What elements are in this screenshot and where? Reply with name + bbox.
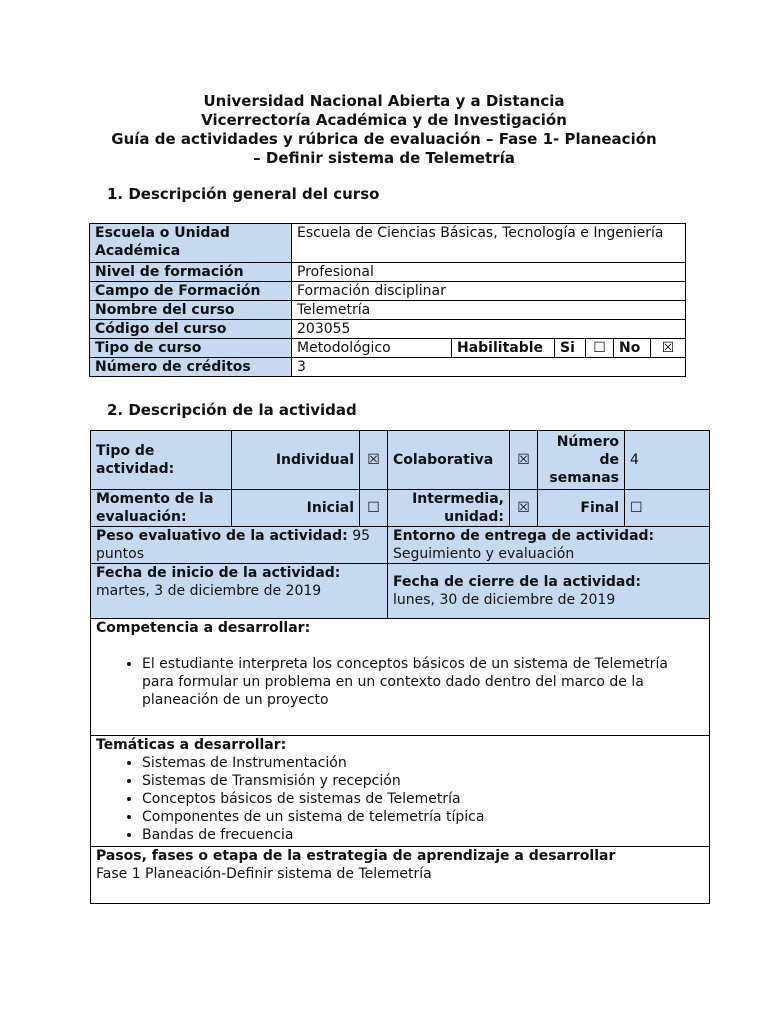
table-row xyxy=(90,339,686,358)
value-entorno: Seguimiento y evaluación xyxy=(393,546,575,562)
list-item: • El estudiante interpreta los conceptos básicos de un sistema de Telemetría para formular un problema en un contexto dado dentro del marco de la planeación de un proyecto xyxy=(142,655,704,709)
checkbox-no-icon[interactable]: ☒ xyxy=(651,339,686,358)
section2-heading: 2. Descripción de la actividad xyxy=(107,401,357,419)
list-item: • Componentes de un sistema de telemetría típica xyxy=(142,808,704,826)
activity-table xyxy=(90,430,710,904)
label-colaborativa: Colaborativa xyxy=(388,431,510,490)
course-table xyxy=(89,223,686,377)
value-campo: Formación disciplinar xyxy=(292,282,686,301)
table-row xyxy=(90,320,686,339)
value-nombre: Telemetría xyxy=(292,301,686,320)
label-creditos: Número de créditos xyxy=(90,358,292,377)
header-vicerrectoria: Vicerrectoría Académica y de Investigación xyxy=(201,111,567,129)
checkbox-si-icon[interactable]: ☐ xyxy=(586,339,614,358)
list-item: • Sistemas de Instrumentación xyxy=(142,754,704,772)
table-row xyxy=(90,263,686,282)
table-row xyxy=(90,358,686,377)
checkbox-individual-icon[interactable]: ☒ xyxy=(360,431,388,490)
tematicas-cell xyxy=(91,736,710,847)
value-peso: 95 puntos xyxy=(96,528,371,562)
pasos-cell xyxy=(91,847,710,904)
label-nombre: Nombre del curso xyxy=(90,301,292,320)
table-row xyxy=(91,490,710,527)
label-campo: Campo de Formación xyxy=(90,282,292,301)
table-row xyxy=(91,564,710,619)
label-pasos: Pasos, fases o etapa de la estrategia de aprendizaje a desarrollar xyxy=(96,848,616,864)
value-escuela: Escuela de Ciencias Básicas, Tecnología e Ingeniería xyxy=(292,224,686,263)
entorno-cell xyxy=(388,527,710,564)
label-final: Final xyxy=(538,490,625,527)
label-fecha-cierre: Fecha de cierre de la actividad: xyxy=(393,574,642,590)
label-tipo-actividad: Tipo de actividad: xyxy=(91,431,232,490)
cierre-cell xyxy=(388,564,710,619)
table-row xyxy=(90,282,686,301)
label-individual: Individual xyxy=(232,431,360,490)
value-codigo: 203055 xyxy=(292,320,686,339)
value-semanas: 4 xyxy=(625,431,710,490)
competencia-cell xyxy=(91,619,710,736)
label-habilitable: Habilitable xyxy=(452,339,555,358)
list-item: • Bandas de frecuencia xyxy=(142,826,704,844)
label-escuela: Escuela o Unidad Académica xyxy=(90,224,292,263)
section1-heading: 1. Descripción general del curso xyxy=(107,185,380,203)
checkbox-colaborativa-icon[interactable]: ☒ xyxy=(510,431,538,490)
value-nivel: Profesional xyxy=(292,263,686,282)
table-row xyxy=(91,847,710,904)
value-creditos: 3 xyxy=(292,358,686,377)
header-university: Universidad Nacional Abierta y a Distancia xyxy=(203,92,565,110)
label-si: Si xyxy=(555,339,586,358)
list-item: • Sistemas de Transmisión y recepción xyxy=(142,772,704,790)
table-row xyxy=(91,619,710,736)
label-nivel: Nivel de formación xyxy=(90,263,292,282)
value-fecha-cierre: lunes, 30 de diciembre de 2019 xyxy=(393,592,616,608)
label-codigo: Código del curso xyxy=(90,320,292,339)
label-tipo-curso: Tipo de curso xyxy=(90,339,292,358)
label-momento: Momento de la evaluación: xyxy=(91,490,232,527)
peso-cell xyxy=(91,527,388,564)
label-numero-semanas: Número de semanas xyxy=(538,431,625,490)
label-tematicas: Temáticas a desarrollar: xyxy=(96,737,287,753)
label-inicial: Inicial xyxy=(232,490,360,527)
table-row xyxy=(91,736,710,847)
checkbox-inicial-icon[interactable]: ☐ xyxy=(360,490,388,527)
checkbox-intermedia-icon[interactable]: ☒ xyxy=(510,490,538,527)
label-fecha-inicio: Fecha de inicio de la actividad: xyxy=(96,565,341,581)
table-row xyxy=(91,527,710,564)
label-intermedia: Intermedia, unidad: xyxy=(388,490,510,527)
value-tipo-curso: Metodológico xyxy=(292,339,452,358)
checkbox-final-icon[interactable]: ☐ xyxy=(625,490,710,527)
table-row xyxy=(91,431,710,490)
tematicas-list xyxy=(96,754,704,844)
header-guide-title: Guía de actividades y rúbrica de evaluación – Fase 1- Planeación xyxy=(111,130,657,148)
label-no: No xyxy=(614,339,651,358)
header-guide-subtitle: – Definir sistema de Telemetría xyxy=(253,149,515,167)
label-competencia: Competencia a desarrollar: xyxy=(96,620,311,636)
label-peso: Peso evaluativo de la actividad: xyxy=(96,528,348,544)
inicio-cell xyxy=(91,564,388,619)
label-entorno: Entorno de entrega de actividad: xyxy=(393,528,655,544)
value-pasos: Fase 1 Planeación-Definir sistema de Telemetría xyxy=(96,866,432,882)
list-item: • Conceptos básicos de sistemas de Telemetría xyxy=(142,790,704,808)
value-fecha-inicio: martes, 3 de diciembre de 2019 xyxy=(96,583,322,599)
table-row xyxy=(90,301,686,320)
competencia-list xyxy=(96,655,704,709)
table-row xyxy=(90,224,686,263)
